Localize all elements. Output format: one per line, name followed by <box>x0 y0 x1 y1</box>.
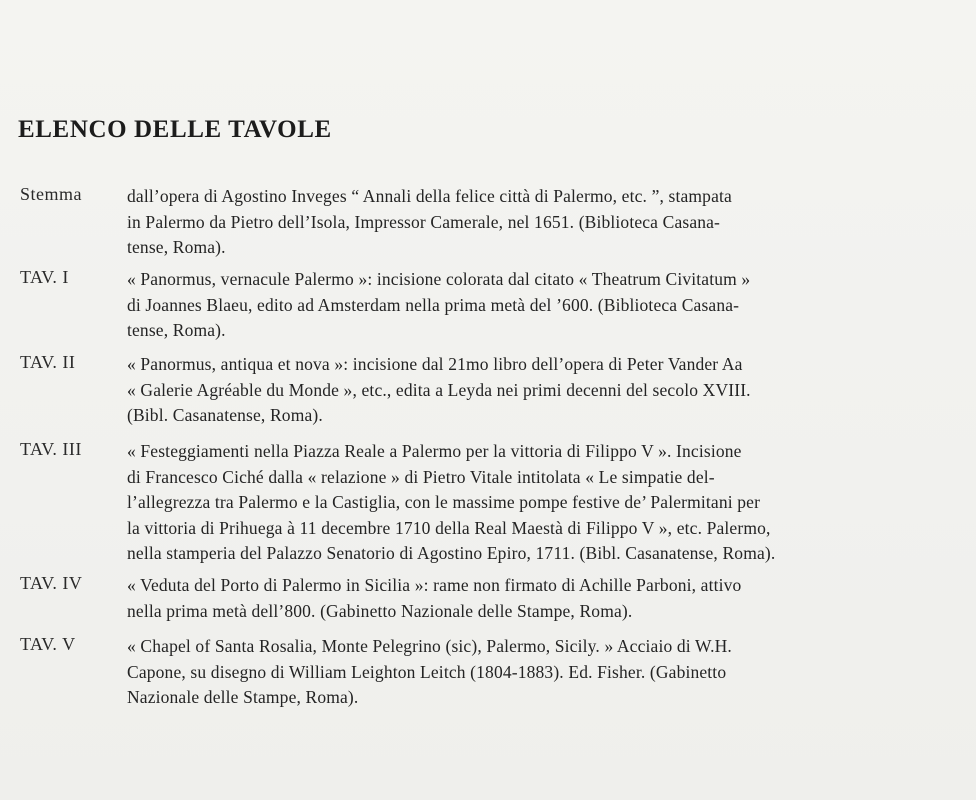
entry-description <box>127 184 962 261</box>
entry-line: « Veduta del Porto di Palermo in Sicilia »: rame non firmato di Achille Parboni, attivo <box>127 575 742 595</box>
entry-line: « Festeggiamenti nella Piazza Reale a Palermo per la vittoria di Filippo V ». Incisione <box>127 441 742 461</box>
entry-line: la vittoria di Prihuega à 11 decembre 1710 della Real Maestà di Filippo V », etc. Palermo, <box>127 517 771 538</box>
entry-label: TAV. III <box>20 439 82 459</box>
entry-line: l’allegrezza tra Palermo e la Castiglia, con le massime pompe festive de’ Palermitani per <box>127 492 761 512</box>
entry-description <box>127 352 962 429</box>
entry-description <box>127 634 962 711</box>
entry-line: tense, Roma). <box>127 237 226 257</box>
entry-line: Nazionale delle Stampe, Roma). <box>127 687 359 707</box>
page-title: ELENCO DELLE TAVOLE <box>18 116 332 143</box>
entry-line: di Francesco Ciché dalla « relazione » di Pietro Vitale intitolata « Le simpatie del- <box>127 466 715 487</box>
entry-line: nella stamperia del Palazzo Senatorio di Agostino Epiro, 1711. (Bibl. Casanatense, Roma). <box>127 543 776 563</box>
entry-label: TAV. V <box>20 634 76 654</box>
entry-label: TAV. I <box>20 267 69 287</box>
entry-line: (Bibl. Casanatense, Roma). <box>127 405 323 425</box>
entry-line: « Galerie Agréable du Monde », etc., edita a Leyda nei primi decenni del secolo XVIII. <box>127 379 751 400</box>
entry-line: « Panormus, vernacule Palermo »: incisione colorata dal citato « Theatrum Civitatum » <box>127 269 751 289</box>
entry-label: TAV. IV <box>20 573 83 593</box>
entry-line: nella prima metà dell’800. (Gabinetto Nazionale delle Stampe, Roma). <box>127 600 633 621</box>
entry-line: tense, Roma). <box>127 320 226 340</box>
entry-line: « Panormus, antiqua et nova »: incisione dal 21mo libro dell’opera di Peter Vander Aa <box>127 354 743 374</box>
entry-description <box>127 267 962 344</box>
entry-line: dall’opera di Agostino Inveges “ Annali della felice città di Palermo, etc. ”, stampata <box>127 186 732 206</box>
entry-description <box>127 573 962 624</box>
entry-label: Stemma <box>20 184 82 204</box>
entry-description <box>127 439 962 567</box>
entry-label: TAV. II <box>20 352 76 372</box>
entry-line: di Joannes Blaeu, edito ad Amsterdam nella prima metà del ’600. (Biblioteca Casana- <box>127 294 740 315</box>
entry-line: « Chapel of Santa Rosalia, Monte Pelegrino (sic), Palermo, Sicily. » Acciaio di W.H. <box>127 636 732 656</box>
entry-line: in Palermo da Pietro dell’Isola, Impressor Camerale, nel 1651. (Biblioteca Casana- <box>127 211 721 232</box>
entry-line: Capone, su disegno di William Leighton Leitch (1804-1883). Ed. Fisher. (Gabinetto <box>127 661 727 682</box>
